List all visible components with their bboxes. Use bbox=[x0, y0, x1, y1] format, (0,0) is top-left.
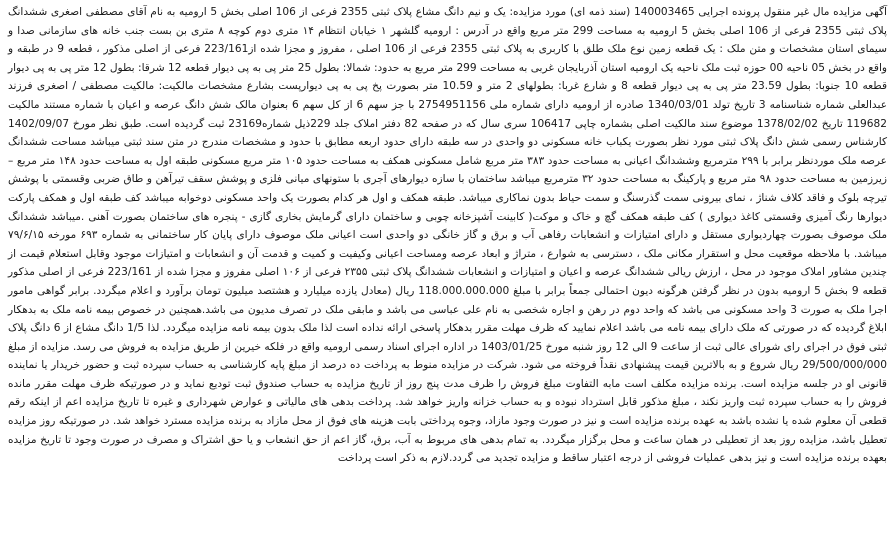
auction-notice-text: آگهی مزایده مال غیر منقول پرونده اجرایی 140003465 (سند ذمه ای) مورد مزایده: یک و نیم دانگ مشاع پلاک ثبتی 2355 فرعی از 106 اصلی بخش 5 ارومیه به نام آقای مصطفی اصغری ششدانگ پلاک ثبتی 2355 فرعی از 106 اصلی بخش 5 ارومیه به مساحت 299 متر مربع واقع در آدرس : ارومیه گلشهر ۱ خیابان انتظام ۱۴ متری دوم کوچه ۸ متری بن بست جنب خانه های سازمانی صدا و سیمای استان مشخصات و متن ملک : یک قطعه زمین نوع ملک طلق با کاربری به پلاک ثبتی 2355 فرعی از 106 اصلی ، مفروز و مجزا شده از223/161 فرعی از اصلی مذکور ، قطعه 9 در طبقه و واقع در بخش 05 ناحیه 00 حوزه ثبت ملک ناحیه یک ارومیه استان آذربایجان غربی به مساحت 299 متر مربع به حدود: شمالا: بطول 25 متر پی به پی دیوار قطعه 12 شرقا: بطول 12 متر پی به پی دیوار قطعه 10 جنوبا: بطول 23.59 متر پی به پی دیوار قطعه 8 و شارع غربا: بطولهای 2 متر و 10.59 متر بصورت پخ پی به پی دیوارپست بشارع مشخصات مالکیت: مالکیت مصطفی / اصغری فرزند عبدالعلی شماره شناسنامه 3 تاریخ تولد 1340/03/01 صادره از ارومیه دارای شماره ملی 2754951156 با جز سهم 6 از کل سهم 6 بعنوان مالک شش دانگ عرصه و اعیان با شماره مستند مالکیت 119682 تاریخ 1378/02/02 موضوع سند مالکیت اصلی بشماره چاپی 106417 سری سال که در صفحه 82 دفتر املاک جلد 229ذیل شماره23169 ثبت گردیده است. طبق نظر مورخ 1402/09/07 کارشناس رسمی شش دانگ پلاک ثبتی مورد نظر بصورت یکباب خانه مسکونی دو واحدی در سه طبقه دارای حدود اربعه مطابق با حدود و مشخصات مندرج در متن سند ثبتی میباشد مساحت ششدانگ عرصه ملک موردنظر برابر با ۲۹۹ مترمربع وششدانگ اعیانی به مساحت حدود ۳۸۳ متر مربع شامل مسکونی همکف به مساحت حدود ۱۰۵ متر مربع مسکونی طبقه اول به مساحت حدود ۱۴۸ متر مربع – زیرزمین به مساحت حدود ۹۸ متر مربع و پارکینگ به مساحت حدود ۳۲ مترمربع میباشد ساختمان با سازه دیوارهای آجری با ستونهای میانی فلزی و پوشش سقف تیرآهن و طاق ضربی وقسمتی با پوشش تیرچه بلوک و فاقد کلاف شناژ ، نمای بیرونی سمت گذرسنگ و سمت حیاط بدون نماکاری میباشد. طبقه همکف و اول هر کدام بصورت یک واحد مسکونی دوخوابه میباشد کف طبقه اول و همکف پارکت دیوارها رنگ آمیزی وقسمتی کاغذ دیواری ) کف طبقه همکف گچ و خاک و موکت( کابینت آشپزخانه چوبی و ساختمان دارای گرمایش بخاری گازی - پنجره های ساختمان بصورت آهنی .میباشد ششدانگ ملک موصوف بصورت چهاردیواری مستقل و دارای امتیازات و انشعابات رفاهی آب و برق و گاز خانگی دو واحدی است اعیانی ملک موصوف دارای پایان کار ساختمانی به شماره ۶۹۳ مورخه ۷۹/۶/۱۵ میباشد. با ملاحظه موقعیت محل و استقرار مکانی ملک ، دسترسی به شوارع ، متراژ و ابعاد عرصه ومساحت اعیانی وکیفیت و کمیت و قدمت آن و انشعابات و امتیازات موجود وقابل استعلام قیمت از چندین مشاور املاک موجود در محل ، ارزش ریالی ششدانگ عرصه و اعیان و امتیازات و انشعابات ششدانگ پلاک ثبتی ۲۳۵۵ فرعی از ۱۰۶ اصلی مفروز و مجزا شده از 223/161 فرعی از اصلی مذکور قطعه 9 بخش 5 ارومیه بدون در نظر گرفتن هرگونه دیون احتمالی جمعاً برابر با مبلغ 118.000.000.000 ریال (معادل یازده میلیارد و هشتصد میلیون تومان برآورد و اعلام میگردد. برابر گواهی مامور اجرا ملک به صورت 3 واحد مسکونی می باشد که واحد دوم در رهن و اجاره شخصی به نام علی عباسی می باشد و مابقی ملک در تصرف مدیون می باشد.همچنین در خصوص بیمه نامه ملک به بدهکار ابلاغ گردیده که در صورتی که ملک دارای بیمه نامه می باشد اعلام نمایید که ظرف مهلت مقرر بدهکار پاسخی ارائه نداده است لذا ملک بدون بیمه نامه مزایده میگردد. لذا 1/5 دانگ مشاع از 6 دانگ پلاک ثبتی فوق در اجرای رای شورای عالی ثبت از ساعت 9 الی 12 روز شنبه مورخ 1403/01/25 در اداره اجرای اسناد رسمی ارومیه واقع در فلکه خیرین از طریق مزایده به فروش می رسد. مزایده از مبلغ 29/500/000/000 ریال شروع و به بالاترین قیمت پیشنهادی نقداً فروخته می شود. شرکت در مزایده منوط به پرداخت ده درصد از مبلغ پایه کارشناسی به حساب سپرده ثبت و حضور خریدار یا نماینده قانونی او در جلسه مزایده است. برنده مزایده مکلف است مابه التفاوت مبلغ فروش را ظرف مدت پنج روز از تاریخ مزایده به حساب صندوق ثبت تودیع نماید و در صورتیکه ظرف مهلت مقرر مانده فروش را به حساب سپرده ثبت واریز نکند ، مبلغ مذکور قابل استرداد نبوده و به حساب خزانه واریز خواهد شد. پرداخت بدهی های مالیاتی و عوارض شهرداری و غیره تا تاریخ مزایده اعم از اینکه رقم قطعی آن معلوم شده یا نشده باشد به عهده برنده مزایده است و نیز در صورت وجود مازاد، وجوه پرداختی بابت هزینه های فوق از محل مازاد به برنده مزایده مسترد خواهد شد. در صورتیکه روز مزایده تعطیل باشد، مزایده روز بعد از تعطیلی در همان ساعت و محل برگزار میگردد. به تمام بدهی های مربوط به آب، برق، گاز اعم از حق انشعاب و یا حق اشتراک و مصرف در صورت وجود تا تاریخ مزایده بعهده برنده مزایده است و نیز بدهی عملیات فروشی از درجه اعتبار ساقط و مزایده تجدید می گردد.لازم به ذکر است پرداخت bbox=[8, 6, 888, 465]
